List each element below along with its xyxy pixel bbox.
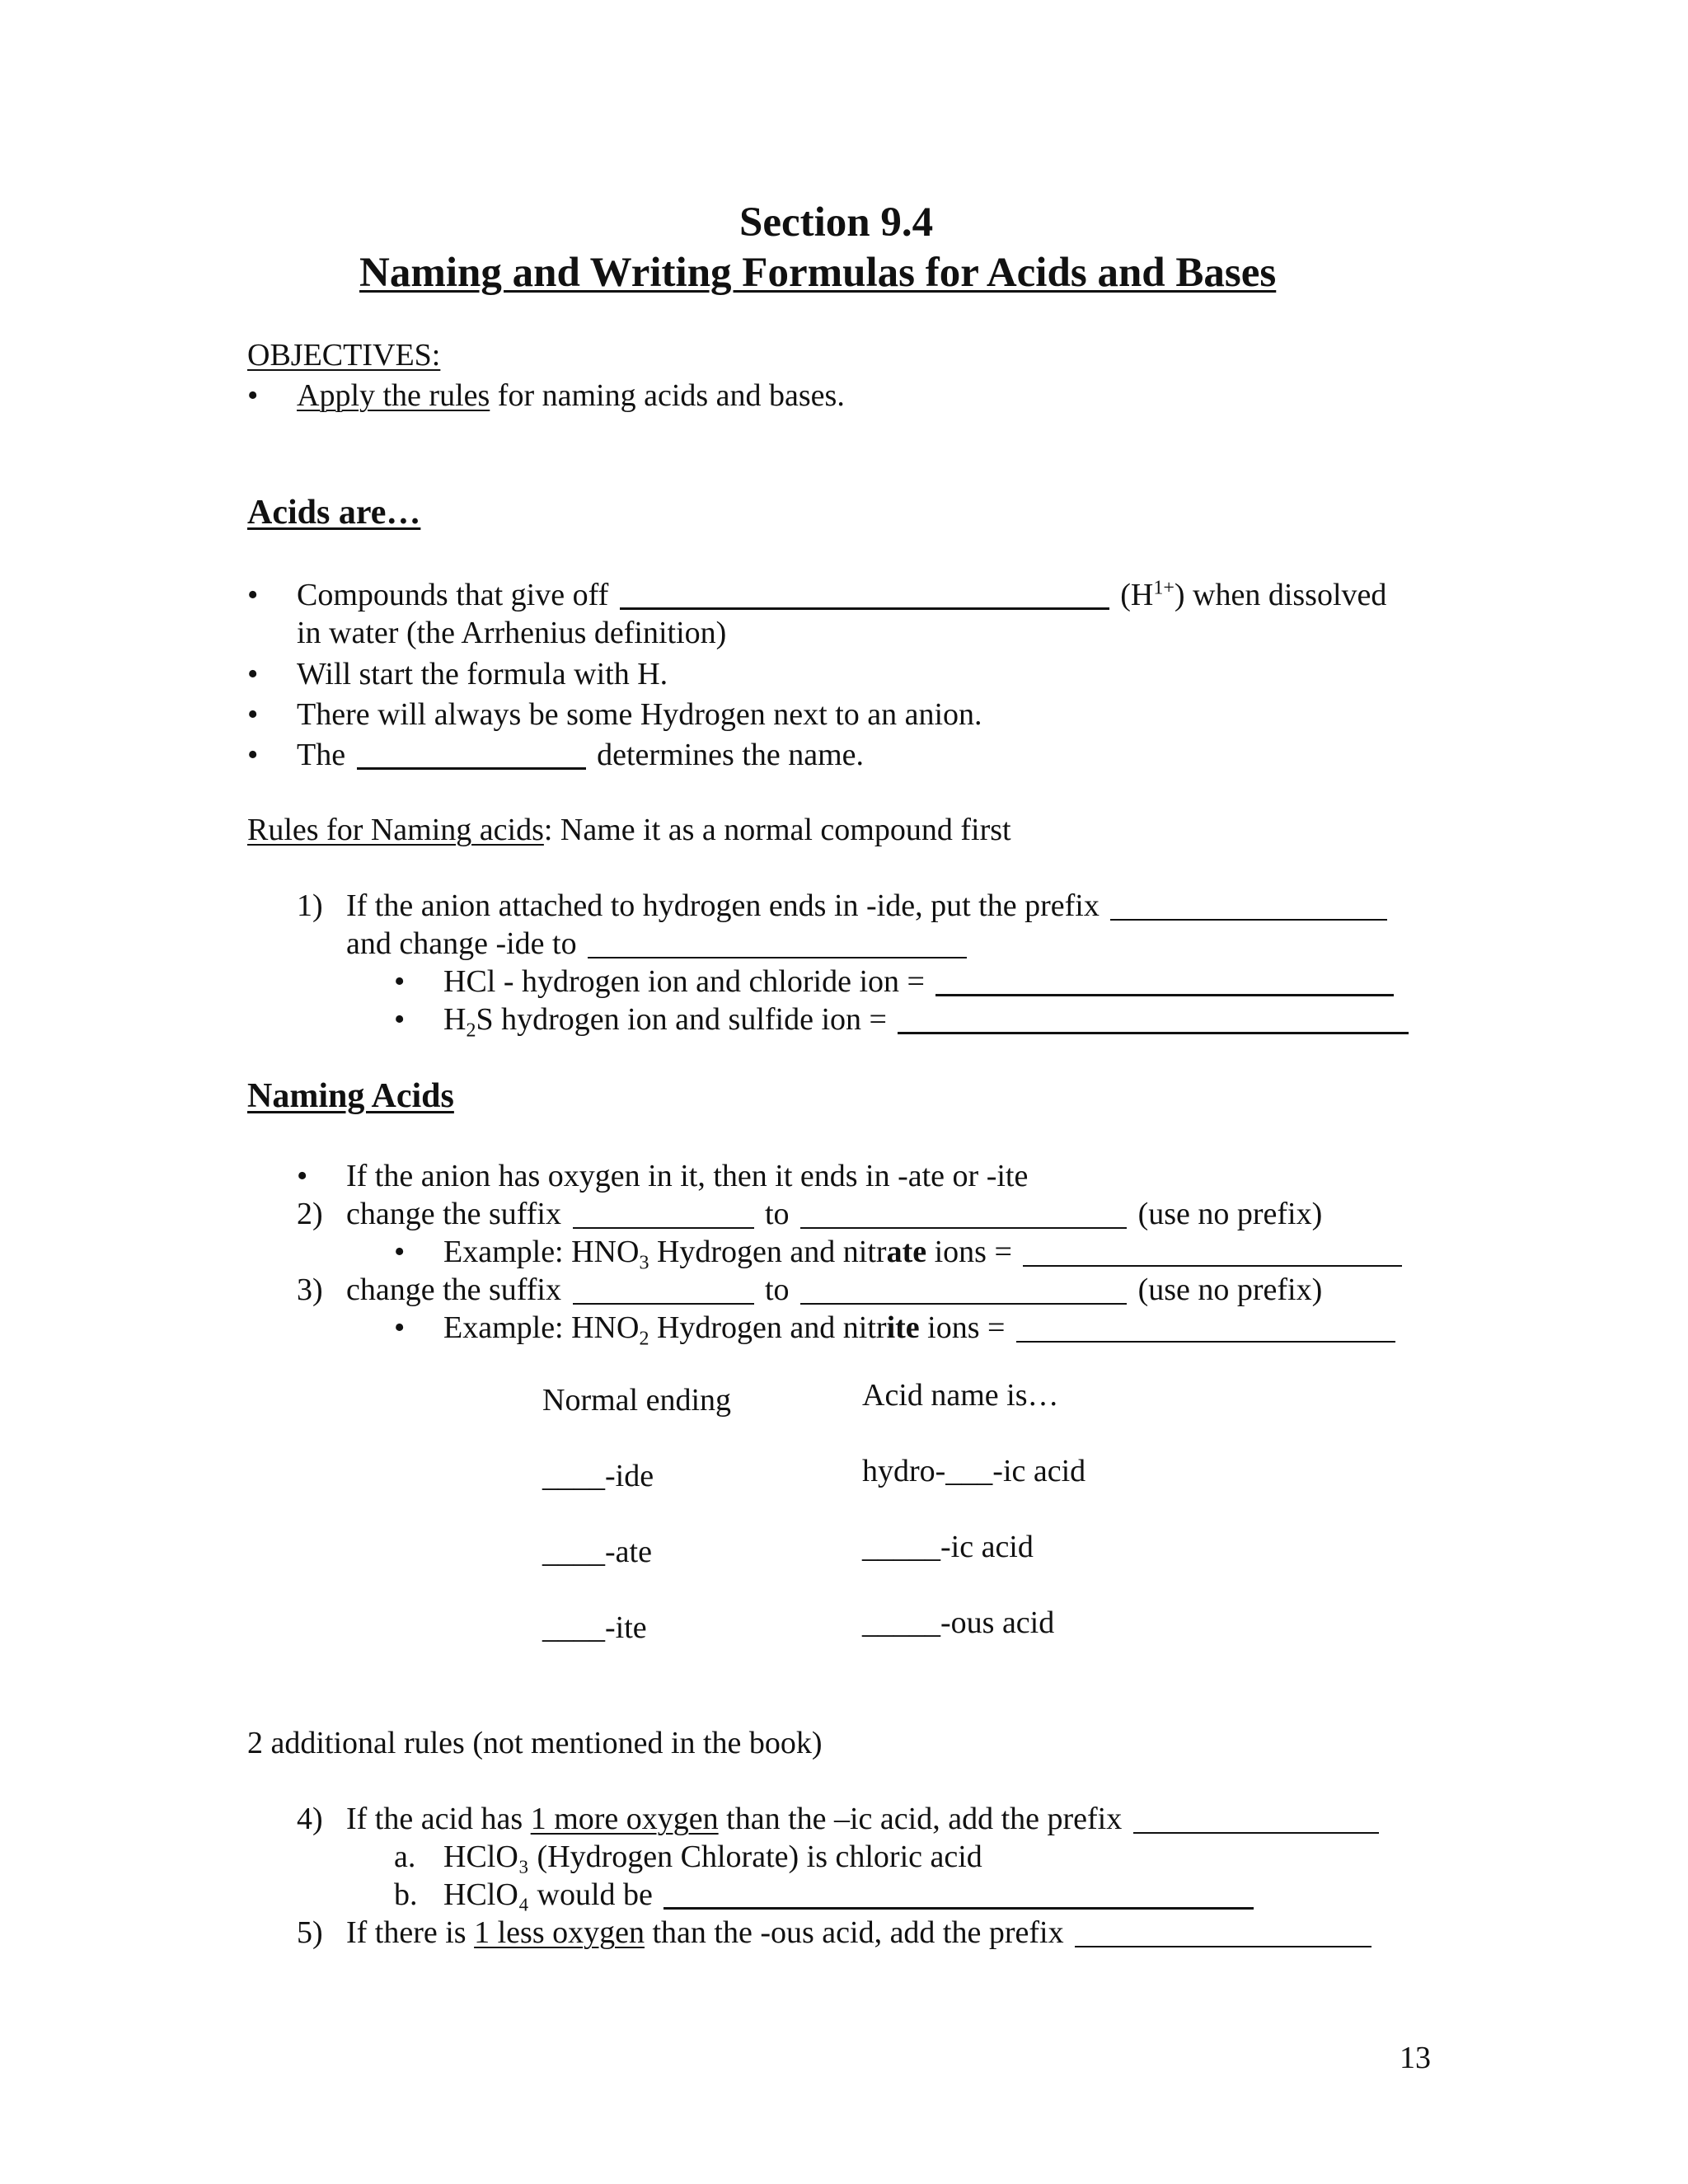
rule-2-post: (use no prefix) — [1137, 1197, 1323, 1231]
rule-3-pre: change the suffix — [346, 1272, 561, 1307]
table-row-ending: ____-ide — [542, 1459, 654, 1493]
answer-blank[interactable] — [898, 1032, 1409, 1034]
acids-are-heading: Acids are… — [247, 494, 421, 532]
answer-blank[interactable] — [573, 1303, 754, 1305]
section-number: Section 9.4 — [739, 199, 934, 246]
rule-4-post: than the –ic acid, add the prefix — [718, 1802, 1123, 1836]
naming-bullet-text: If the anion has oxygen in it, then it ends in -ate or -ite — [346, 1159, 1029, 1193]
rule-3-to: to — [765, 1272, 790, 1307]
rule-4-number: 4) — [297, 1802, 323, 1836]
rule-3-number: 3) — [297, 1272, 323, 1307]
rule-5-underlined: 1 less oxygen — [474, 1915, 645, 1950]
rule-1-text: If the anion attached to hydrogen ends in -ide, put the prefix — [346, 888, 1100, 923]
rules-label-underlined: Rules for Naming acids — [247, 813, 544, 847]
rule-3-ex-post: ions = — [919, 1310, 1006, 1345]
rule-3-post: (use no prefix) — [1137, 1272, 1323, 1307]
rule-5-post: than the -ous acid, add the prefix — [644, 1915, 1064, 1950]
table-row-acid: _____-ous acid — [862, 1605, 1055, 1640]
table-row-acid: _____-ic acid — [862, 1530, 1034, 1564]
rule-3-ex-sub: 2 — [639, 1328, 649, 1350]
rule-2-ex-post: ions = — [926, 1235, 1012, 1269]
answer-blank[interactable] — [1016, 1341, 1395, 1343]
rule-2-ex-bold: ate — [886, 1235, 927, 1269]
objective-rest: for naming acids and bases. — [490, 378, 845, 413]
answer-blank[interactable] — [935, 994, 1394, 996]
acids-b1-charge: 1+ — [1153, 577, 1175, 599]
answer-blank[interactable] — [1133, 1832, 1379, 1834]
table-header-normal-ending: Normal ending — [542, 1383, 732, 1418]
rule-3-ex-mid: Hydrogen and nitr — [649, 1310, 887, 1345]
rule-4a-text: HClO₃ (Hydrogen Chlorate) is chloric acid — [443, 1840, 982, 1874]
rule-2-ex-pre: Example: HNO — [443, 1235, 640, 1269]
rule-2-pre: change the suffix — [346, 1197, 561, 1231]
acids-b2-text: Will start the formula with H. — [297, 657, 668, 691]
answer-blank[interactable] — [588, 957, 967, 958]
rule-2-ex-mid: Hydrogen and nitr — [649, 1235, 887, 1269]
rule-1-ex2-rest: S hydrogen ion and sulfide ion = — [476, 1002, 887, 1037]
rule-4-underlined: 1 more oxygen — [530, 1802, 719, 1836]
answer-blank[interactable] — [800, 1303, 1127, 1305]
acids-bullet-1-line2: in water (the Arrhenius definition) — [297, 616, 727, 650]
answer-blank[interactable] — [663, 1907, 1254, 1910]
rule-2-number: 2) — [297, 1197, 323, 1231]
acids-b3-text: There will always be some Hydrogen next to an anion. — [297, 697, 982, 732]
answer-blank[interactable] — [1110, 919, 1387, 921]
acids-b1-post: ) when dissolved — [1174, 578, 1387, 612]
page-number: 13 — [1400, 2041, 1431, 2075]
table-row-acid: hydro-___-ic acid — [862, 1454, 1086, 1488]
acids-b4-post: determines the name. — [597, 738, 865, 772]
page-title: Naming and Writing Formulas for Acids and Bases — [359, 250, 1277, 296]
rule-1-ex1-text: HCl - hydrogen ion and chloride ion = — [443, 964, 925, 999]
answer-blank[interactable] — [620, 607, 1109, 610]
rule-1-line2 — [346, 928, 970, 959]
objective-underlined: Apply the rules — [297, 378, 490, 413]
rule-4a-label: a. — [394, 1840, 416, 1874]
rule-1-ex2-sub: 2 — [466, 1019, 476, 1042]
answer-blank[interactable] — [357, 767, 586, 770]
rule-2-ex-sub: 3 — [639, 1252, 649, 1274]
rule-4b-text: HClO₄ would be — [443, 1877, 653, 1912]
objectives-label: OBJECTIVES: — [247, 338, 441, 373]
naming-acids-heading: Naming Acids — [247, 1077, 454, 1115]
acids-b1-pre: Compounds that give off — [297, 578, 609, 612]
acids-b1-ion: (H — [1120, 578, 1154, 612]
answer-blank[interactable] — [1023, 1265, 1402, 1267]
rule-4-pre: If the acid has — [346, 1802, 531, 1836]
rule-1-line2-text: and change -ide to — [346, 926, 577, 961]
table-row-ending: ____-ite — [542, 1610, 647, 1645]
rules-label-rest: : Name it as a normal compound first — [543, 813, 1011, 847]
rule-2-to: to — [765, 1197, 790, 1231]
acids-b4-pre: The — [297, 738, 346, 772]
answer-blank[interactable] — [1075, 1946, 1372, 1947]
answer-blank[interactable] — [800, 1227, 1127, 1229]
rule-5-number: 5) — [297, 1915, 323, 1950]
bullet-dot: • — [247, 378, 259, 413]
rule-3-ex-pre: Example: HNO — [443, 1310, 640, 1345]
table-header-acid-name: Acid name is… — [862, 1378, 1059, 1413]
table-row-ending: ____-ate — [542, 1535, 652, 1569]
rule-3-ex-bold: ite — [886, 1310, 920, 1345]
additional-rules-intro: 2 additional rules (not mentioned in the book) — [247, 1726, 823, 1760]
answer-blank[interactable] — [573, 1227, 754, 1229]
rule-1-number: 1) — [297, 888, 323, 923]
rules-label — [247, 814, 1011, 846]
rule-5-pre: If there is — [346, 1915, 475, 1950]
rule-1-ex2-h: H — [443, 1002, 467, 1037]
rule-4b-label: b. — [394, 1877, 418, 1912]
